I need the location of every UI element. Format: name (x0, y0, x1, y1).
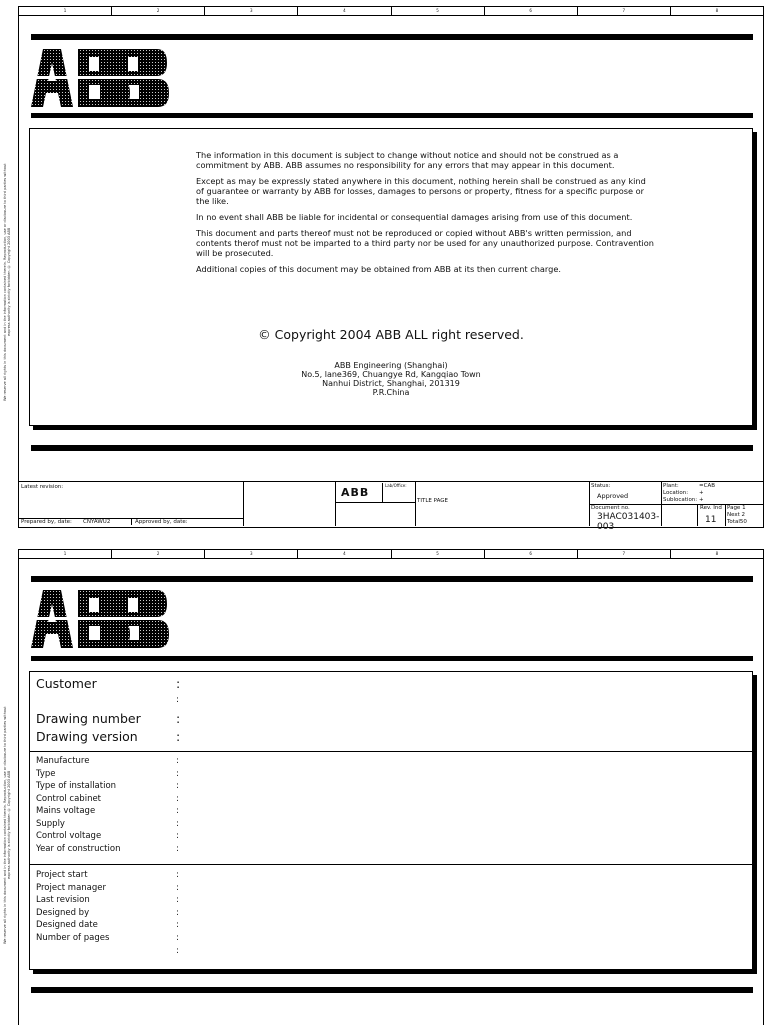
blank-cell (243, 482, 336, 526)
colon: : (176, 920, 179, 930)
copyright-line: © Copyright 2004 ABB ALL right reserved. (258, 327, 524, 342)
project-manager-field (36, 883, 190, 893)
status-cell (589, 482, 662, 532)
manufacture-label: Manufacture (36, 756, 90, 766)
plant-value: =CAB (699, 483, 715, 489)
year-of-construction-field (36, 844, 190, 854)
abb-logo (31, 49, 176, 107)
designed-date-field (36, 920, 190, 930)
plant-cell (661, 482, 763, 526)
customer-field (36, 676, 190, 691)
title-page (3, 6, 764, 532)
disclaimer-paragraph: Additional copies of this document may be obtained from ABB at its then current charge. (196, 264, 561, 274)
address-line: P.R.China (372, 388, 410, 397)
document-number-label: Document no. (591, 505, 630, 511)
type-of-installation-label: Type of installation (36, 781, 117, 791)
colon: : (176, 819, 179, 829)
sublocation-value: + (699, 497, 704, 503)
customer-label: Customer (36, 676, 97, 691)
project-start-field (36, 870, 190, 880)
column-number: 6 (485, 550, 578, 558)
address-line: ABB Engineering (Shanghai) (334, 361, 448, 370)
lab-office-label: Lab/Office: (382, 483, 407, 503)
designed-by-label: Designed by (36, 908, 90, 918)
manufacture-field (36, 756, 190, 766)
colon: : (176, 844, 179, 854)
rule-mid (31, 113, 753, 118)
section-divider (30, 864, 752, 865)
document-number: 3HAC031403-003 (597, 512, 660, 532)
location-label: Location: (663, 490, 689, 496)
copyright-side-note: We reserve all rights in this document and in the information contained therein. Reproduction, use or disclosure to third parties without express authority is strictly forbidden. © Copyright 2003 ABB (3, 163, 11, 401)
colon: : (176, 794, 179, 804)
designed-by-field (36, 908, 190, 918)
column-number: 4 (298, 7, 391, 15)
supply-field (36, 819, 190, 829)
revision-cell (19, 482, 244, 526)
company-address (30, 361, 752, 397)
rule-mid (31, 656, 753, 661)
column-number: 5 (392, 7, 485, 15)
section-divider (30, 751, 752, 752)
disclaimer-paragraph: Except as may be expressly stated anywhere in this document, nothing herein shall be construed as any kind of guarantee or warranty by ABB for losses, damages to persons or property, fitness for a specific purpose or the like. (196, 176, 646, 206)
blank-field (36, 695, 190, 705)
column-number: 3 (205, 550, 298, 558)
drawing-version-label: Drawing version (36, 729, 138, 744)
drawing-number-label: Drawing number (36, 711, 141, 726)
prepared-by-name: CNYAWU2 (83, 519, 111, 525)
colon: : (176, 711, 181, 726)
next-page: Next 2 (727, 512, 746, 518)
last-revision-field (36, 895, 190, 905)
drawing-version-field (36, 729, 190, 744)
status-label: Status: (591, 483, 611, 489)
project-info-frame (29, 671, 753, 970)
page-number: Page 1 (727, 505, 746, 511)
colon: : (176, 781, 179, 791)
year-of-construction-label: Year of construction (36, 844, 121, 854)
colon: : (176, 895, 179, 905)
colon: : (176, 831, 179, 841)
column-number: 6 (485, 7, 578, 15)
control-cabinet-field (36, 794, 190, 804)
colon: : (176, 729, 181, 744)
rule-top (31, 34, 753, 40)
number-of-pages-field (36, 933, 190, 943)
column-number: 2 (112, 550, 205, 558)
cover-sheet-page (3, 549, 764, 1025)
prepared-by-label: Prepared by, date: (21, 519, 72, 525)
logo-cell (335, 482, 416, 526)
disclaimer-paragraph: This document and parts thereof must not be reproduced or copied without ABB's written permission, and contents therof must not be imparted to a third party nor be used for any unauthorized purpose. Contravention will be prosecuted. (196, 228, 654, 258)
document-title: TITLE PAGE (417, 498, 448, 504)
column-ruler (19, 550, 763, 559)
plant-label: Plant: (663, 483, 679, 489)
latest-revision-label: Latest revision: (21, 484, 64, 490)
colon: : (176, 695, 180, 705)
disclaimer-paragraph: The information in this document is subject to change without notice and should not be construed as a commitment by ABB. ABB assumes no responsibility for any errors that may appear in this document. (196, 150, 619, 170)
colon: : (176, 908, 179, 918)
disclaimer-paragraph: In no event shall ABB be liable for incidental or consequential damages arising from use of this document. (196, 212, 633, 222)
colon: : (176, 756, 179, 766)
supply-label: Supply (36, 819, 65, 829)
column-ruler (19, 7, 763, 16)
copyright-side-note: We reserve all rights in this document and in the information contained therein. Reproduction, use or disclosure to third parties without express authority is strictly forbidden. © Copyright 2003 ABB (3, 706, 11, 944)
colon: : (176, 769, 179, 779)
column-number: 4 (298, 550, 391, 558)
type-label: Type (36, 769, 56, 779)
rule-bottom (31, 445, 753, 451)
status-value: Approved (597, 492, 629, 500)
title-block (19, 481, 763, 532)
last-revision-label: Last revision (36, 895, 90, 905)
project-start-label: Project start (36, 870, 88, 880)
type-field (36, 769, 190, 779)
control-voltage-label: Control voltage (36, 831, 102, 841)
mains-voltage-label: Mains voltage (36, 806, 96, 816)
column-number: 5 (392, 550, 485, 558)
column-number: 3 (205, 7, 298, 15)
total-pages: Total50 (727, 519, 747, 525)
colon: : (176, 883, 179, 893)
project-manager-label: Project manager (36, 883, 106, 893)
disclaimer-text (196, 150, 656, 280)
blank-field (36, 946, 190, 956)
abb-logo (31, 590, 176, 648)
colon: : (176, 676, 181, 691)
mains-voltage-field (36, 806, 190, 816)
rev-ind-value: 11 (705, 515, 717, 525)
colon: : (176, 946, 179, 956)
column-number: 7 (578, 7, 671, 15)
location-value: + (699, 490, 704, 496)
colon: : (176, 870, 179, 880)
column-number: 8 (715, 551, 719, 556)
rev-ind-label: Rev. Ind (697, 505, 722, 526)
number-of-pages-label: Number of pages (36, 933, 110, 943)
address-line: Nanhui District, Shanghai, 201319 (322, 379, 460, 388)
column-number: 2 (112, 7, 205, 15)
rule-top (31, 576, 753, 582)
abb-small-logo: ABB (341, 486, 370, 499)
control-cabinet-label: Control cabinet (36, 794, 102, 804)
control-voltage-field (36, 831, 190, 841)
column-number: 8 (715, 8, 719, 13)
approved-by-label: Approved by, date: (131, 519, 188, 525)
colon: : (176, 933, 179, 943)
address-line: No.5, lane369, Chuangye Rd, Kangqiao Town (301, 370, 481, 379)
colon: : (176, 806, 179, 816)
title-cell (415, 482, 590, 526)
designed-date-label: Designed date (36, 920, 98, 930)
rule-bottom (31, 987, 753, 993)
column-number: 7 (578, 550, 671, 558)
column-number: 1 (19, 550, 112, 558)
type-of-installation-field (36, 781, 190, 791)
sublocation-label: Sublocation: (663, 497, 698, 503)
drawing-number-field (36, 711, 190, 726)
notice-frame (29, 128, 753, 426)
column-number: 1 (19, 7, 112, 15)
